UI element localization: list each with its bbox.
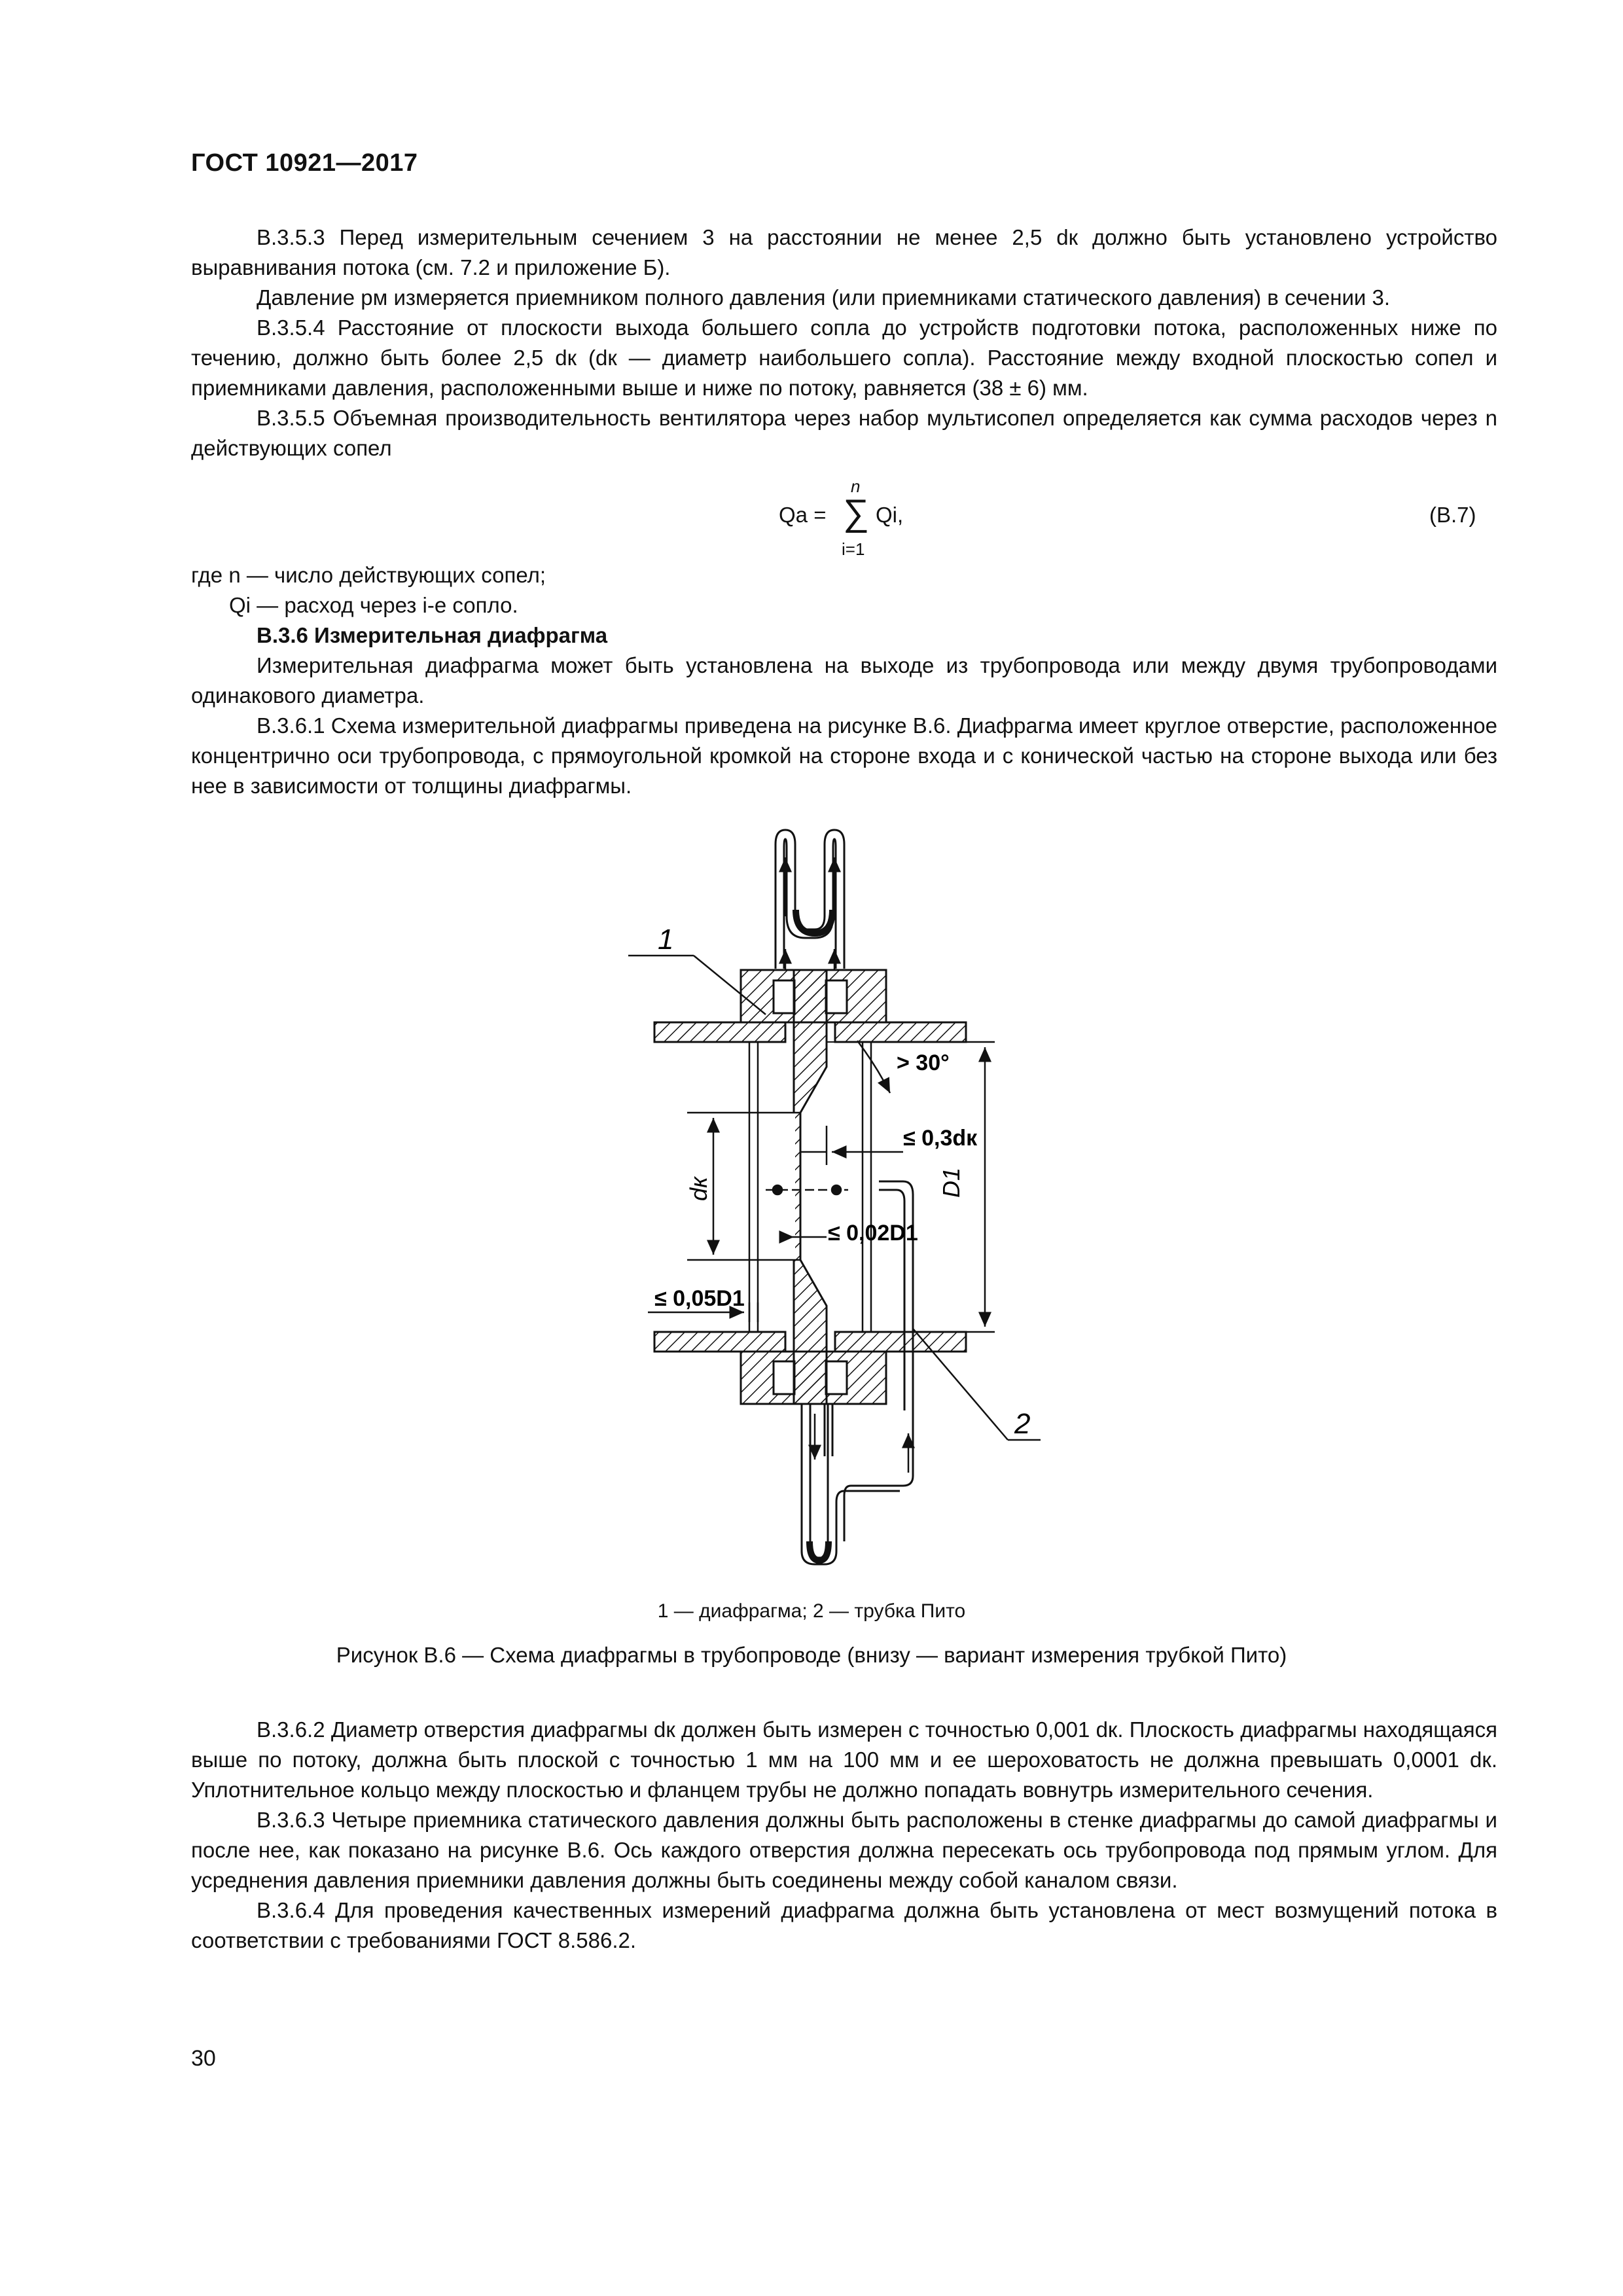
paragraph-b353a: В.3.5.3 Перед измерительным сечением 3 на расстоянии не менее 2,5 dк должно быть установлено устройство выравнивания потока (см. 7.2 и приложение Б).	[191, 225, 1497, 279]
label-dk: dк	[685, 1176, 712, 1201]
paragraph-b354: В.3.5.4 Расстояние от плоскости выхода большего сопла до устройств подготовки потока, расположенных ниже по течению, должно быть более 2,5 dк (dк — диаметр наибольшего сопла). Расстояние между входной плоскостью сопел и приемниками давления, расположенными выше и ниже по потоку, равняется (38 ± 6) мм.	[191, 315, 1497, 400]
formula-lhs: Qa =	[779, 503, 827, 527]
formula-rhs: Qi,	[876, 503, 904, 527]
paragraph-b363: В.3.6.3 Четыре приемника статического давления должны быть расположены в стенке диафрагмы до самой диафрагмы и после нее, как показано на рисунке В.6. Ось каждого отверстия должна пересекать ось трубопровода под прямым углом. Для усреднения давления приемники давления должны быть соединены между собой каналом связи.	[191, 1808, 1497, 1892]
body-text-bottom	[191, 1715, 1497, 1956]
formula-sum-bottom: i=1	[842, 539, 865, 559]
formula-sum-top: n	[851, 476, 861, 496]
figure-legend: 1 — диафрагма; 2 — трубка Пито	[657, 1600, 966, 1622]
label-005d1: ≤ 0,05D1	[654, 1286, 745, 1311]
figure-diaphragm-diagram	[589, 818, 1099, 1590]
label-1: 1	[658, 924, 674, 956]
formula-number: (В.7)	[1429, 503, 1476, 527]
section-heading-b36: В.3.6 Измерительная диафрагма	[257, 623, 608, 647]
paragraph-b364: В.3.6.4 Для проведения качественных измерений диафрагма должна быть установлена от мест возмущений потока в соответствии с требованиями ГОСТ 8.586.2.	[191, 1898, 1497, 1952]
center-marks	[766, 1185, 848, 1194]
paragraph-b362: В.3.6.2 Диаметр отверстия диафрагмы dк должен быть измерен с точностью 0,001 dк. Плоскость диафрагмы находящаяся выше по потоку, должна быть плоской с точностью 1 мм на 100 мм и ее шероховатость не должна превышать 0,0001 dк. Уплотнительное кольцо между плоскостью и фланцем трубы не должно попадать вовнутрь измерительного сечения.	[191, 1717, 1497, 1802]
definition-n: где n — число действующих сопел;	[191, 563, 546, 587]
paragraph-b353b: Давление pм измеряется приемником полного давления (или приемниками статического давления) в сечении 3.	[257, 285, 1391, 310]
body-text-top	[191, 223, 1497, 463]
label-d1: D1	[938, 1167, 965, 1198]
definitions	[191, 560, 546, 620]
document-header: ГОСТ 10921—2017	[191, 149, 418, 177]
page-number: 30	[191, 2046, 216, 2071]
label-angle: > 30°	[897, 1050, 950, 1075]
label-03dk: ≤ 0,3dк	[903, 1126, 978, 1151]
formula-b7	[779, 476, 1041, 562]
lower-manometer	[802, 1404, 900, 1564]
label-002d1: ≤ 0,02D1	[828, 1221, 918, 1246]
body-text-b36	[191, 620, 1497, 801]
diaphragm-plate	[794, 970, 827, 1404]
definition-qi: Qi — расход через i-е сопло.	[229, 593, 518, 617]
dimension-d1	[966, 1042, 995, 1332]
paragraph-b36: Измерительная диафрагма может быть установлена на выходе из трубопровода или между двумя трубопроводами одинакового диаметра.	[191, 653, 1497, 708]
paragraph-b361: В.3.6.1 Схема измерительной диафрагмы приведена на рисунке В.6. Диафрагма имеет круглое отверстие, расположенное концентрично оси трубопровода, с прямоугольной кромкой на стороне входа и с конической частью на стороне выхода или без нее в зависимости от толщины диафрагмы.	[191, 713, 1497, 798]
label-2: 2	[1014, 1408, 1031, 1440]
figure-caption: Рисунок В.6 — Схема диафрагмы в трубопроводе (внизу — вариант измерения трубкой Пито)	[336, 1643, 1287, 1667]
paragraph-b355: В.3.5.5 Объемная производительность вентилятора через набор мультисопел определяется как сумма расходов через n действующих сопел	[191, 406, 1497, 460]
formula-sum-sign: ∑	[843, 492, 869, 533]
dimension-03dk	[800, 1126, 903, 1165]
